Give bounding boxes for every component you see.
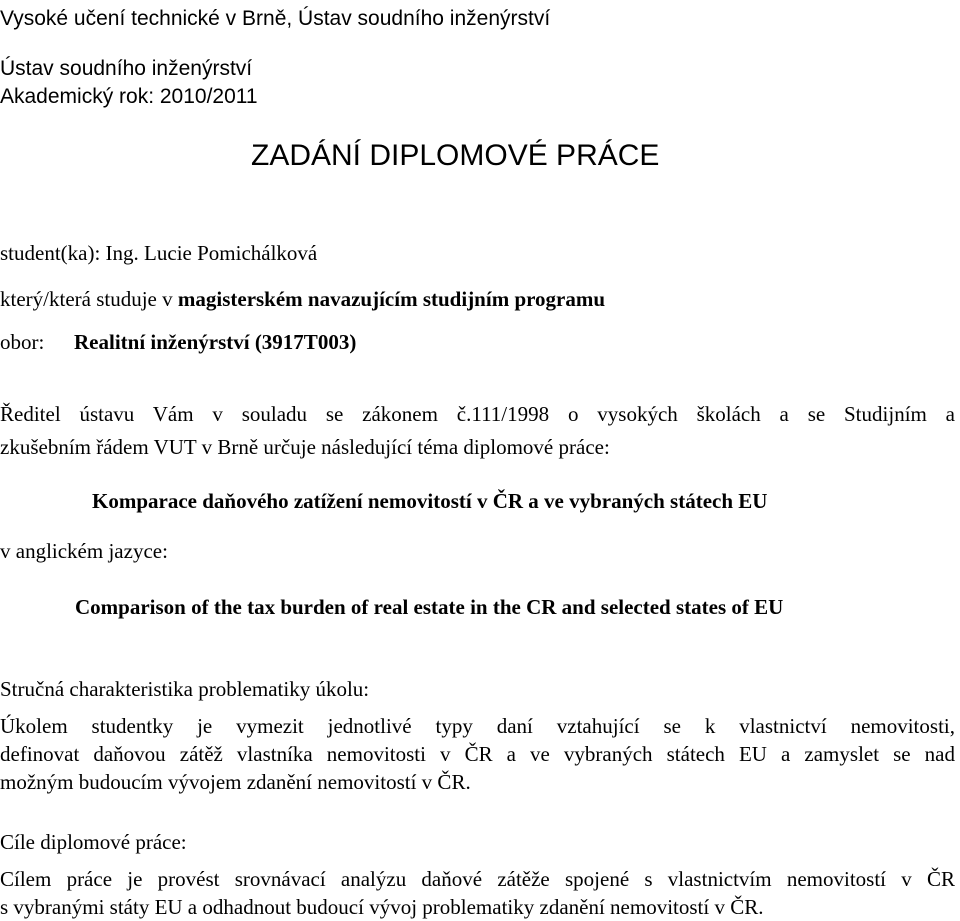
- program-prefix: který/která studuje v: [0, 287, 173, 311]
- characteristics-line-2: definovat daňovou zátěž vlastníka nemovitosti v ČR a ve vybraných státech EU a zamyslet se nad: [0, 742, 955, 766]
- characteristics-line-1: Úkolem studentky je vymezit jednotlivé typy daní vztahující se k vlastnictví nemovitosti,: [0, 714, 955, 738]
- field-label: obor:: [0, 330, 45, 354]
- program-line: [0, 286, 605, 312]
- thesis-topic-czech: Komparace daňového zatížení nemovitostí v ČR a ve vybraných státech EU: [92, 489, 768, 513]
- academic-year: Akademický rok: 2010/2011: [0, 85, 258, 108]
- directive-line-1: Ředitel ústavu Vám v souladu se zákonem č.111/1998 o vysokých školách a se Studijním a: [0, 402, 955, 426]
- directive-line-2: zkušebním řádem VUT v Brně určuje následující téma diplomové práce:: [0, 435, 610, 459]
- thesis-topic-english: Comparison of the tax burden of real estate in the CR and selected states of EU: [75, 595, 784, 619]
- characteristics-line-3: možným budoucím vývojem zdanění nemovitostí v ČR.: [0, 770, 471, 794]
- institute-name: Ústav soudního inženýrství: [0, 57, 253, 80]
- goals-heading: Cíle diplomové práce:: [0, 830, 187, 854]
- program-name: magisterském navazujícím studijním programu: [177, 287, 606, 311]
- characteristics-heading: Stručná charakteristika problematiky úkolu:: [0, 677, 370, 701]
- university-header: Vysoké učení technické v Brně, Ústav soudního inženýrství: [0, 7, 551, 30]
- field-value: Realitní inženýrství (3917T003): [74, 330, 357, 354]
- goals-line-1: Cílem práce je provést srovnávací analýzu daňové zátěže spojené s vlastnictvím nemovitostí v ČR: [0, 867, 955, 891]
- student-line: student(ka): Ing. Lucie Pomichálková: [0, 241, 318, 265]
- field-line: [0, 329, 356, 355]
- english-label: v anglickém jazyce:: [0, 539, 168, 563]
- goals-line-2: s vybranými státy EU a odhadnout budoucí vývoj problematiky zdanění nemovitostí v ČR.: [0, 895, 764, 919]
- document-title: ZADÁNÍ DIPLOMOVÉ PRÁCE: [251, 139, 660, 172]
